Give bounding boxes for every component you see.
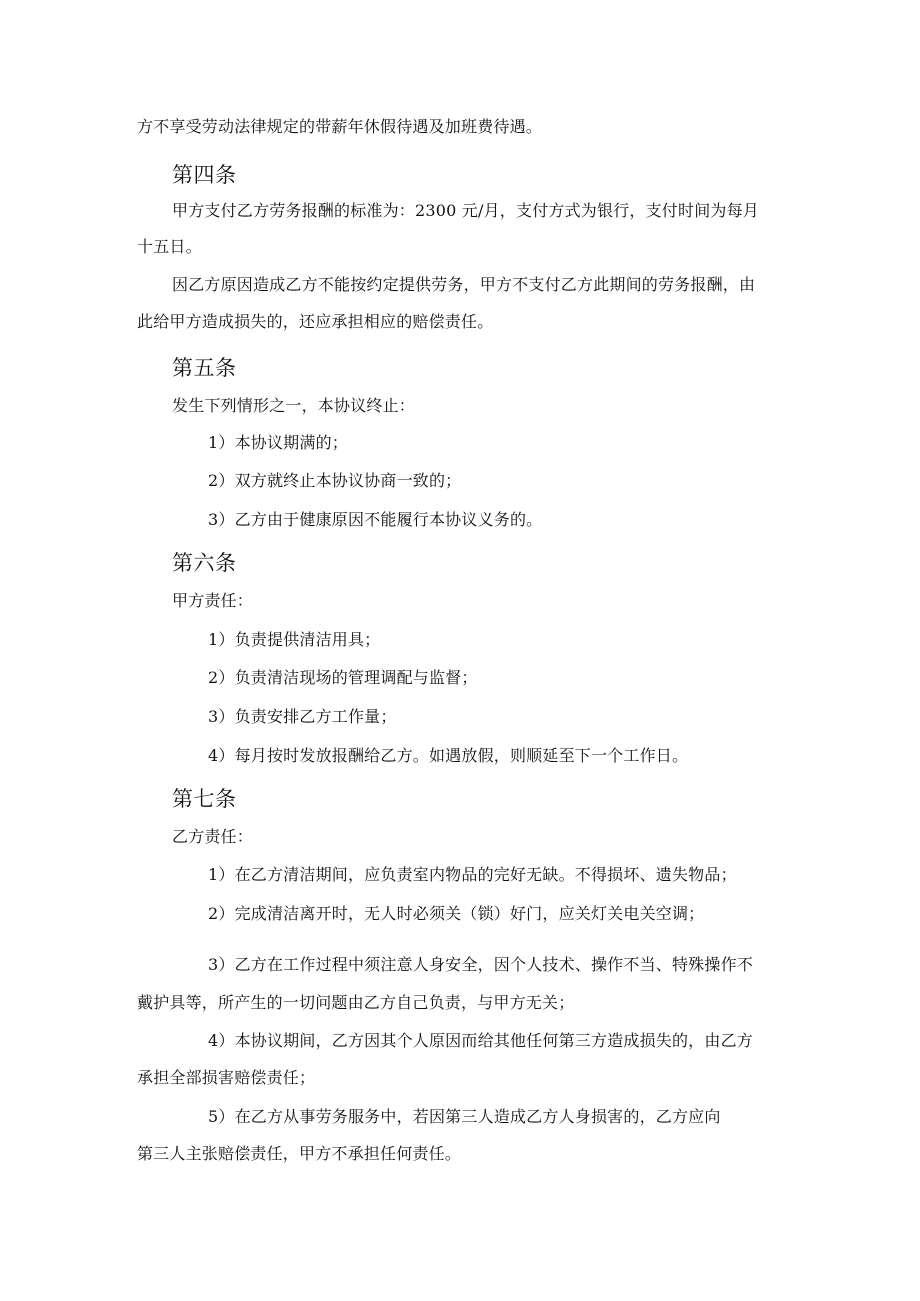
article-6-intro: 甲方责任：: [172, 591, 254, 610]
article3-continuation: 方不享受劳动法律规定的带薪年休假待遇及加班费待遇。: [137, 117, 543, 136]
article-6-item-2: 2）负责清洁现场的管理调配与监督；: [208, 668, 478, 687]
article-7-item-3-line-2: 戴护具等，所产生的一切问题由乙方自己负责，与甲方无关；: [137, 993, 575, 1012]
article-6-item-3: 3）负责安排乙方工作量；: [208, 707, 397, 726]
article-6-item-4: 4）每月按时发放报酬给乙方。如遇放假，则顺延至下一个工作日。: [208, 746, 689, 765]
article-5-intro: 发生下列情形之一，本协议终止：: [172, 396, 416, 415]
article-5-item-2: 2）双方就终止本协议协商一致的；: [208, 471, 462, 490]
article-7-item-4-line-1: 4）本协议期间，乙方因其个人原因而给其他任何第三方造成损失的，由乙方: [208, 1031, 753, 1050]
article-4-heading: 第四条: [172, 163, 237, 187]
article-4-paragraph-2-line-1: 因乙方原因造成乙方不能按约定提供劳务，甲方不支付乙方此期间的劳务报酬，由: [172, 275, 756, 294]
article-6-item-1: 1）负责提供清洁用具；: [208, 630, 381, 649]
article-7-item-1: 1）在乙方清洁期间，应负责室内物品的完好无缺。不得损坏、遗失物品；: [208, 865, 737, 884]
article-7-item-4-line-2: 承担全部损害赔偿责任；: [137, 1068, 316, 1087]
article-5-item-1: 1）本协议期满的；: [208, 433, 348, 452]
article-7-intro: 乙方责任：: [172, 827, 254, 846]
article-4-paragraph-1-line-2: 十五日。: [137, 237, 202, 256]
article-4-paragraph-1-line-1: 甲方支付乙方劳务报酬的标准为：2300 元/月，支付方式为银行，支付时间为每月: [172, 201, 759, 220]
article-7-item-5-line-2: 第三人主张赔偿责任，甲方不承担任何责任。: [137, 1144, 462, 1163]
article-5-heading: 第五条: [172, 356, 237, 380]
article-7-item-5-line-1: 5）在乙方从事劳务服务中，若因第三人造成乙方人身损害的，乙方应向: [208, 1107, 721, 1126]
article-7-heading: 第七条: [172, 787, 237, 811]
article-6-heading: 第六条: [172, 551, 237, 575]
article-7-item-3-line-1: 3）乙方在工作过程中须注意人身安全，因个人技术、操作不当、特殊操作不: [208, 955, 753, 974]
article-4-paragraph-2-line-2: 此给甲方造成损失的，还应承担相应的赔偿责任。: [137, 312, 494, 331]
article-7-item-2: 2）完成清洁离开时，无人时必须关（锁）好门，应关灯关电关空调；: [208, 904, 705, 923]
article-5-item-3: 3）乙方由于健康原因不能履行本协议义务的。: [208, 510, 543, 529]
